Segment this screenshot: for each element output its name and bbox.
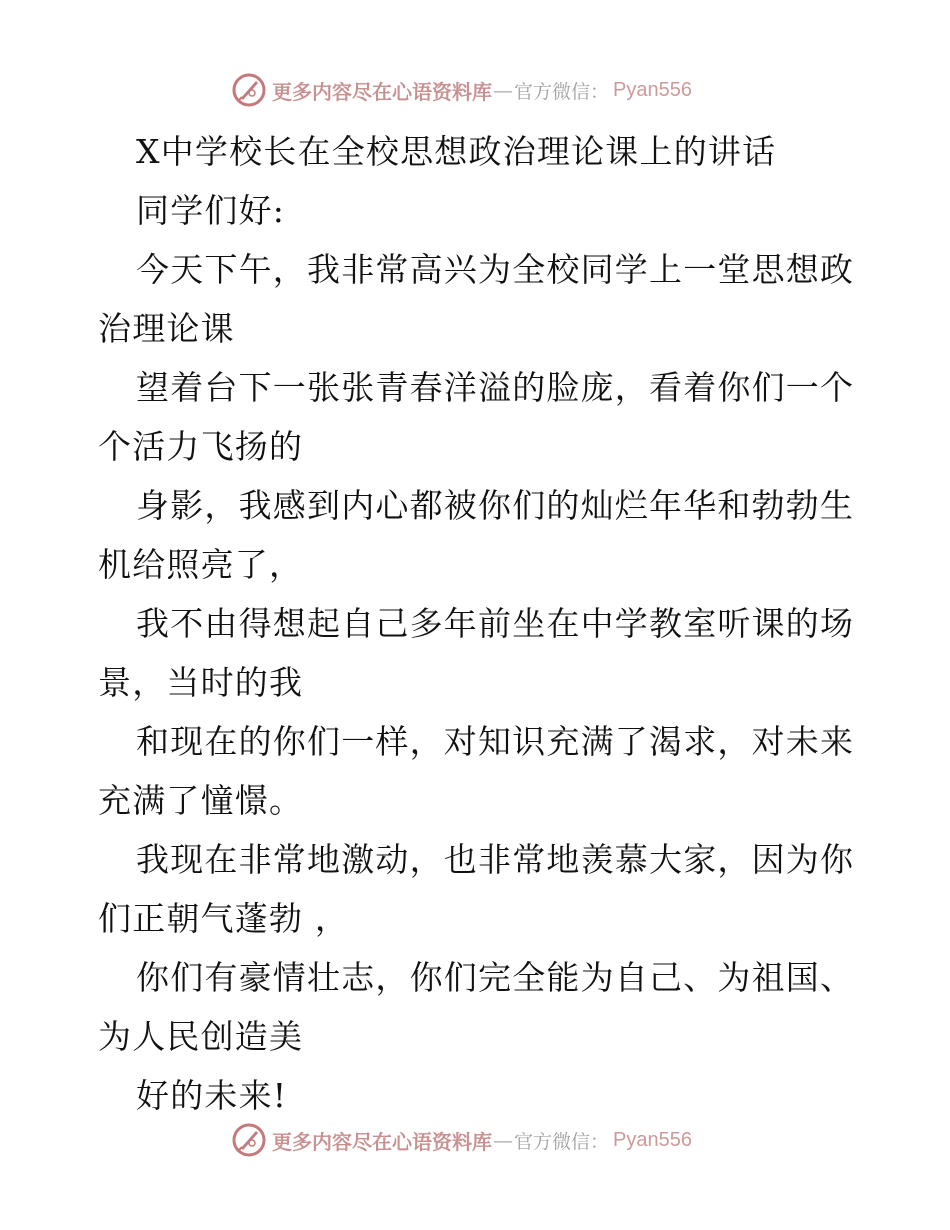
watermark-sub-text: 官方微信： — [514, 80, 610, 103]
salutation-line: 同学们好: — [136, 191, 286, 230]
feather-pen-logo-icon — [232, 1123, 266, 1157]
text-line: 个活力飞扬的 — [98, 427, 304, 466]
feather-pen-logo-icon — [232, 73, 266, 107]
header-watermark — [232, 72, 692, 108]
text-line: 好的未来! — [136, 1076, 288, 1115]
text-line: 我不由得想起自己多年前坐在中学教室听课的场 — [136, 604, 855, 643]
watermark-dash: — — [493, 78, 513, 102]
watermark-dash: — — [493, 1128, 513, 1152]
watermark-account-id: Pyan556 — [613, 1128, 692, 1151]
watermark-main-text: 更多内容尽在心语资料库 — [272, 1129, 492, 1154]
text-line: 我现在非常地激动，也非常地羡慕大家，因为你 — [136, 840, 855, 879]
text-line: 们正朝气蓬勃 ， — [98, 899, 350, 938]
watermark-sub-text: 官方微信： — [514, 1130, 610, 1153]
text-line: 望着台下一张张青春洋溢的脸庞，看着你们一个 — [136, 368, 855, 407]
text-line: 充满了憧憬。 — [98, 781, 304, 820]
watermark-account-id: Pyan556 — [613, 78, 692, 101]
footer-watermark — [232, 1122, 692, 1158]
text-line: 治理论课 — [98, 309, 235, 348]
text-line: 机给照亮了， — [98, 545, 304, 584]
text-line: 身影，我感到内心都被你们的灿烂年华和勃勃生 — [136, 486, 855, 525]
watermark-main-text: 更多内容尽在心语资料库 — [272, 79, 492, 104]
text-line: 为人民创造美 — [98, 1017, 304, 1056]
text-line: 和现在的你们一样，对知识充满了渴求，对未来 — [136, 722, 855, 761]
text-line: 景，当时的我 — [98, 663, 304, 702]
document-body — [98, 122, 858, 1125]
text-line: 今天下午，我非常高兴为全校同学上一堂思想政 — [136, 250, 855, 289]
document-title: X中学校长在全校思想政治理论课上的讲话 — [136, 132, 777, 171]
text-line: 你们有豪情壮志，你们完全能为自己、为祖国、 — [136, 958, 855, 997]
